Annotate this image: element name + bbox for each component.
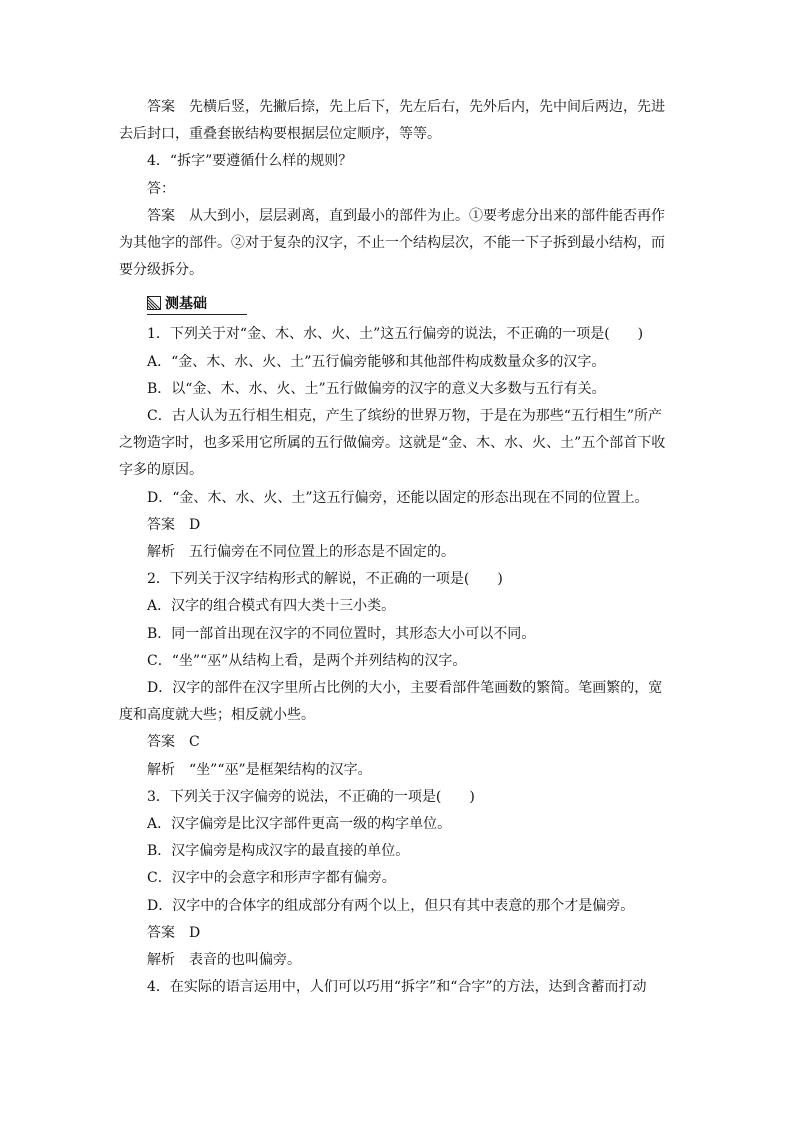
q2-analysis: 解析 “坐”“巫”是框架结构的汉字。 bbox=[147, 761, 372, 778]
q2-option-d: D．汉字的部件在汉字里所占比例的大小，主要看部件笔画数的繁简。笔画繁的，宽度和高度就大些；相反就小些。 bbox=[119, 680, 663, 724]
q3-option-c: C．汉字中的会意字和形声字都有偏旁。 bbox=[147, 870, 396, 887]
q2-stem: 2．下列关于汉字结构形式的解说，不正确的一项是( ) bbox=[147, 571, 503, 588]
q3-option-a: A．汉字偏旁是比汉字部件更高一级的构字单位。 bbox=[147, 816, 452, 833]
answer-stroke-order: 答案 先横后竖，先撇后捺，先上后下，先左后右，先外后内，先中间后两边，先进去后封口，重叠套嵌结构要根据层位定顺序，等等。 bbox=[119, 99, 665, 143]
q3-option-d: D．汉字中的合体字的组成部分有两个以上，但只有其中表意的那个才是偏旁。 bbox=[147, 897, 635, 914]
q1-analysis: 解析 五行偏旁在不同位置上的形态是不固定的。 bbox=[147, 544, 455, 561]
q1-stem: 1．下列关于对“金、木、水、火、土”这五行偏旁的说法，不正确的一项是( ) bbox=[147, 326, 644, 343]
section-header bbox=[119, 290, 675, 317]
q3-option-b: B．汉字偏旁是构成汉字的最直接的单位。 bbox=[147, 843, 410, 860]
section-underline bbox=[147, 314, 247, 315]
answer-prompt: 答： bbox=[147, 180, 175, 197]
page-content bbox=[119, 94, 675, 1002]
q2-answer: 答案 C bbox=[147, 734, 200, 751]
question-4-chaizi: 4．“拆字”要遵循什么样的规则？ bbox=[147, 153, 353, 170]
q3-analysis: 解析 表音的也叫偏旁。 bbox=[147, 952, 301, 969]
q1-option-a: A．“金、木、水、火、土”五行偏旁能够和其他部件构成数量众多的汉字。 bbox=[147, 353, 606, 370]
q1-answer: 答案 D bbox=[147, 516, 201, 533]
q1-option-d: D．“金、木、水、火、土”这五行偏旁，还能以固定的形态出现在不同的位置上。 bbox=[147, 489, 649, 506]
section-title: 测基础 bbox=[165, 296, 207, 313]
answer-chaizi-rules: 答案 从大到小，层层剥离，直到最小的部件为止。①要考虑分出来的部件能否再作为其他字的部件。②对于复杂的汉字，不止一个结构层次，不能一下子拆到最小结构，而要分级拆分。 bbox=[119, 207, 665, 279]
q1-option-b: B．以“金、木、水、火、土”五行做偏旁的汉字的意义大多数与五行有关。 bbox=[147, 380, 606, 397]
q1-option-c: C．古人认为五行相生相克，产生了缤纷的世界万物，于是在为那些“五行相生”所产之物造字时，也多采用它所属的五行做偏旁。这就是“金、木、水、火、土”五个部首下收字多的原因。 bbox=[119, 408, 666, 479]
q3-stem: 3．下列关于汉字偏旁的说法，不正确的一项是( ) bbox=[147, 788, 475, 805]
q3-answer: 答案 D bbox=[147, 924, 201, 941]
diagonal-square-icon bbox=[147, 296, 161, 310]
q2-option-c: C．“坐”“巫”从结构上看，是两个并列结构的汉字。 bbox=[147, 652, 467, 669]
q2-option-a: A．汉字的组合模式有四大类十三小类。 bbox=[147, 598, 396, 615]
q2-option-b: B．同一部首出现在汉字的不同位置时，其形态大小可以不同。 bbox=[147, 625, 536, 642]
q4-stem: 4．在实际的语言运用中，人们可以巧用“拆字”和“合字”的方法，达到含蓄而打动 bbox=[147, 979, 647, 996]
